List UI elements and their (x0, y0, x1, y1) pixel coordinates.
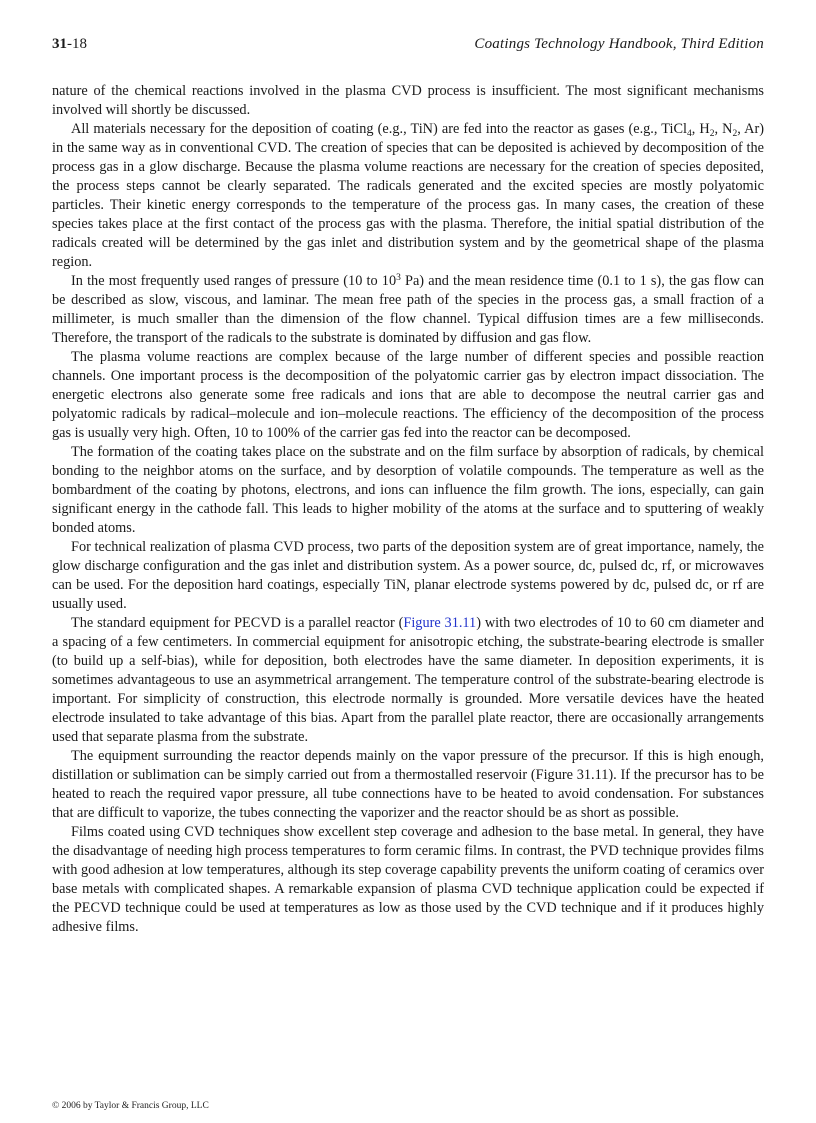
paragraph-5-text: The formation of the coating takes place on the substrate and on the film surface by absorption of radicals, by chemical bonding to the neighbor atoms on the surface, and by desorption of volatile compounds. The temperature as well as the bombardment of the coating by photons, electrons, and ions can influence the film growth. The ions, especially, can gain significant energy in the cathode fall. This leads to higher mobility of the atoms at the surface and to sputtering of weakly bonded atoms. (52, 444, 764, 536)
subscript-2: 2 (709, 129, 715, 139)
paragraph-2-text-c: , N (714, 121, 733, 137)
paragraph-4-text: The plasma volume reactions are complex because of the large number of different species and possible reaction channels. One important process is the decomposition of the polyatomic carrier gas by electron impact dissociation. The energetic electrons also generate some free radicals and ions that are able to decompose the neutral carrier gas and polyatomic radicals by radical–molecule and ion–molecule reactions. The efficiency of the decomposition of the process gas is usually very high. Often, 10 to 100% of the carrier gas fed into the reactor can be decomposed. (52, 349, 764, 441)
paragraph-8 (52, 747, 764, 823)
page-number-suffix: -18 (67, 36, 87, 52)
paragraph-6 (52, 538, 764, 614)
paragraph-2-text-a: All materials necessary for the deposition of coating (e.g., TiN) are fed into the reactor as gases (e.g., TiCl (71, 121, 687, 137)
page-number (52, 34, 87, 54)
paragraph-1-text: nature of the chemical reactions involved in the plasma CVD process is insufficient. The most significant mechanisms involved will shortly be discussed. (52, 83, 764, 118)
paragraph-8-text: The equipment surrounding the reactor depends mainly on the vapor pressure of the precursor. If this is high enough, distillation or sublimation can be simply carried out from a thermostalled reservoir (Figure 31.11). If the precursor has to be heated to reach the required vapor pressure, all tube connections have to be heated to avoid condensation. For substances that are difficult to vaporize, the tubes connecting the vaporizer and the reactor should be as short as possible. (52, 748, 764, 821)
paragraph-7-text-b: ) with two electrodes of 10 to 60 cm diameter and a spacing of a few centimeters. In commercial equipment for anisotropic etching, the substrate-bearing electrode is smaller (to build up a self-bias), while for deposition, both electrodes have the same diameter. In deposition experiments, it is sometimes advantageous to use an asymmetrical arrangement. The temperature control of the substrate-bearing electrode is important. For simplicity of construction, this electrode normally is grounded. More versatile devices have the heated electrode insulated to take advantage of this bias. Apart from the parallel plate reactor, there are occasionally arrangements used that separate plasma from the substrate. (52, 615, 765, 745)
copyright-footer: © 2006 by Taylor & Francis Group, LLC (52, 1101, 209, 1111)
paragraph-9 (52, 823, 764, 937)
paragraph-7 (52, 614, 764, 747)
paragraph-2 (52, 120, 764, 272)
paragraph-2-text-d: , Ar) in the same way as in conventional CVD. The creation of species that can be deposited is achieved by decomposition of the process gas in a glow discharge. Because the plasma volume reactions are necessary for the creation of species deposited, the process steps cannot be clearly separated. The radicals generated and the excited species are mostly polyatomic particles. Their kinetic energy corresponds to the temperature of the process gas. In many cases, the creation of these species takes place at the first contact of the process gas with the plasma. Therefore, the initial spatial distribution of the radicals created will be determined by the gas inlet and distribution system and by the geometrical shape of the plasma region. (52, 121, 764, 270)
paragraph-3 (52, 272, 764, 348)
paragraph-3-text-a: In the most frequently used ranges of pressure (10 to 10 (71, 273, 397, 289)
paragraph-4 (52, 348, 764, 443)
body-text (52, 82, 764, 937)
paragraph-7-text-a: The standard equipment for PECVD is a parallel reactor ( (71, 615, 404, 631)
chapter-number: 31 (52, 36, 67, 52)
paragraph-9-text: Films coated using CVD techniques show excellent step coverage and adhesion to the base metal. In general, they have the disadvantage of needing high process temperatures to form ceramic films. In contrast, the PVD technique provides films with good adhesion at low temperatures, although its step coverage capability prevents the uniform coating of ceramics over base metals with complicated shapes. A remarkable expansion of plasma CVD technique application could be expected if the PECVD technique could be used at temperatures as low as those used by the CVD technique and if it produces highly adhesive films. (52, 824, 764, 935)
paragraph-6-text: For technical realization of plasma CVD process, two parts of the deposition system are of great importance, namely, the glow discharge configuration and the gas inlet and distribution system. As a power source, dc, pulsed dc, rf, or microwaves can be used. For the deposition hard coatings, especially TiN, planar electrode systems powered by dc, pulsed dc, or rf are usually used. (52, 539, 764, 612)
running-title: Coatings Technology Handbook, Third Edition (474, 36, 764, 52)
paragraph-3-text-b: Pa) and the mean residence time (0.1 to 1 s), the gas flow can be described as slow, viscous, and laminar. The mean free path of the species in the process gas, a small fraction of a millimeter, is much smaller than the dimension of the flow channel. Typical diffusion times are a few milliseconds. Therefore, the transport of the radicals to the substrate is dominated by diffusion and gas flow. (52, 273, 764, 346)
subscript-4: 4 (687, 129, 692, 139)
paragraph-2-text-b: , H (691, 121, 710, 137)
figure-31-11-link[interactable]: Figure 31.11 (403, 615, 477, 631)
paragraph-1 (52, 82, 764, 120)
superscript-3: 3 (396, 273, 401, 283)
subscript-2b: 2 (732, 129, 738, 139)
page-header (52, 34, 764, 56)
paragraph-5 (52, 443, 764, 538)
